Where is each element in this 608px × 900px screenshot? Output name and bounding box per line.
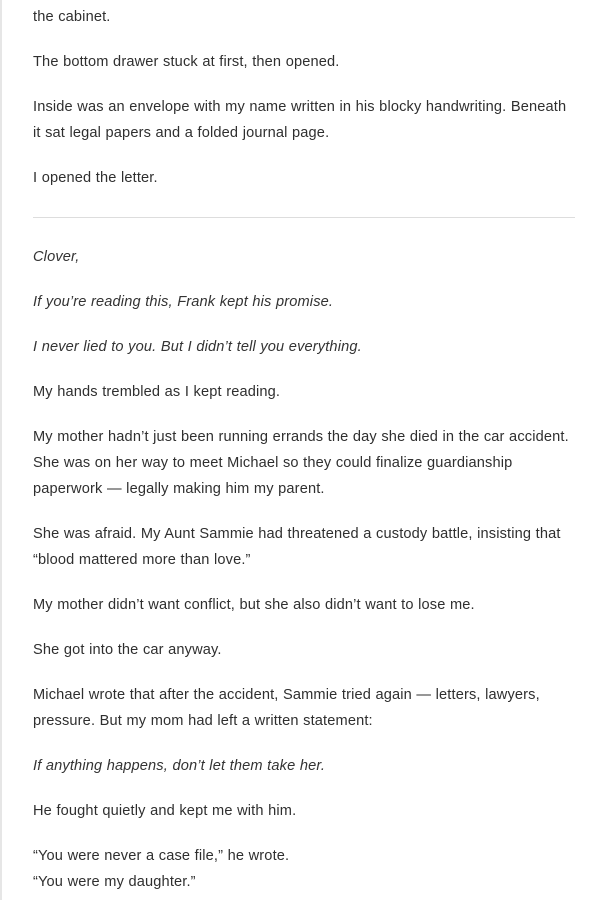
story-paragraph: He fought quietly and kept me with him. bbox=[33, 803, 297, 819]
article-body bbox=[33, 0, 575, 895]
story-paragraph: the cabinet. bbox=[33, 9, 111, 25]
story-paragraph: She was afraid. My Aunt Sammie had threatened a custody battle, insisting that “blood mattered more than love.” bbox=[33, 526, 561, 568]
paragraph-block bbox=[33, 4, 575, 30]
paragraph-block bbox=[33, 424, 575, 502]
story-paragraph: Inside was an envelope with my name written in his blocky handwriting. Beneath it sat legal papers and a folded journal page. bbox=[33, 99, 567, 141]
section-divider bbox=[33, 217, 575, 218]
story-paragraph: My mother didn’t want conflict, but she also didn’t want to lose me. bbox=[33, 597, 475, 613]
paragraph-block bbox=[33, 94, 575, 146]
quote-line: “You were never a case file,” he wrote. bbox=[33, 848, 290, 864]
paragraph-block bbox=[33, 798, 575, 824]
paragraph-block bbox=[33, 165, 575, 191]
paragraph-block bbox=[33, 521, 575, 573]
letter-salutation-block bbox=[33, 244, 575, 270]
letter-paragraph-block bbox=[33, 753, 575, 779]
left-margin-rule bbox=[0, 0, 2, 900]
paragraph-block bbox=[33, 592, 575, 618]
story-paragraph: The bottom drawer stuck at first, then opened. bbox=[33, 54, 340, 70]
paragraph-block bbox=[33, 379, 575, 405]
letter-paragraph-block bbox=[33, 289, 575, 315]
letter-paragraph: If anything happens, don’t let them take her. bbox=[33, 758, 326, 774]
letter-paragraph-block bbox=[33, 334, 575, 360]
story-paragraph: My mother hadn’t just been running errands the day she died in the car accident. She was on her way to meet Michael so they could finalize guardianship paperwork — legally making him my parent. bbox=[33, 429, 569, 497]
story-paragraph: Michael wrote that after the accident, Sammie tried again — letters, lawyers, pressure. But my mom had left a written statement: bbox=[33, 687, 540, 729]
story-paragraph: She got into the car anyway. bbox=[33, 642, 222, 658]
story-paragraph: My hands trembled as I kept reading. bbox=[33, 384, 281, 400]
paragraph-block bbox=[33, 682, 575, 734]
story-paragraph: I opened the letter. bbox=[33, 170, 158, 186]
letter-paragraph: I never lied to you. But I didn’t tell you everything. bbox=[33, 339, 362, 355]
paragraph-block bbox=[33, 637, 575, 663]
quote-block bbox=[33, 843, 575, 895]
letter-paragraph: If you’re reading this, Frank kept his promise. bbox=[33, 294, 334, 310]
quote-line: “You were my daughter.” bbox=[33, 874, 196, 890]
paragraph-block bbox=[33, 49, 575, 75]
letter-salutation: Clover, bbox=[33, 249, 80, 265]
